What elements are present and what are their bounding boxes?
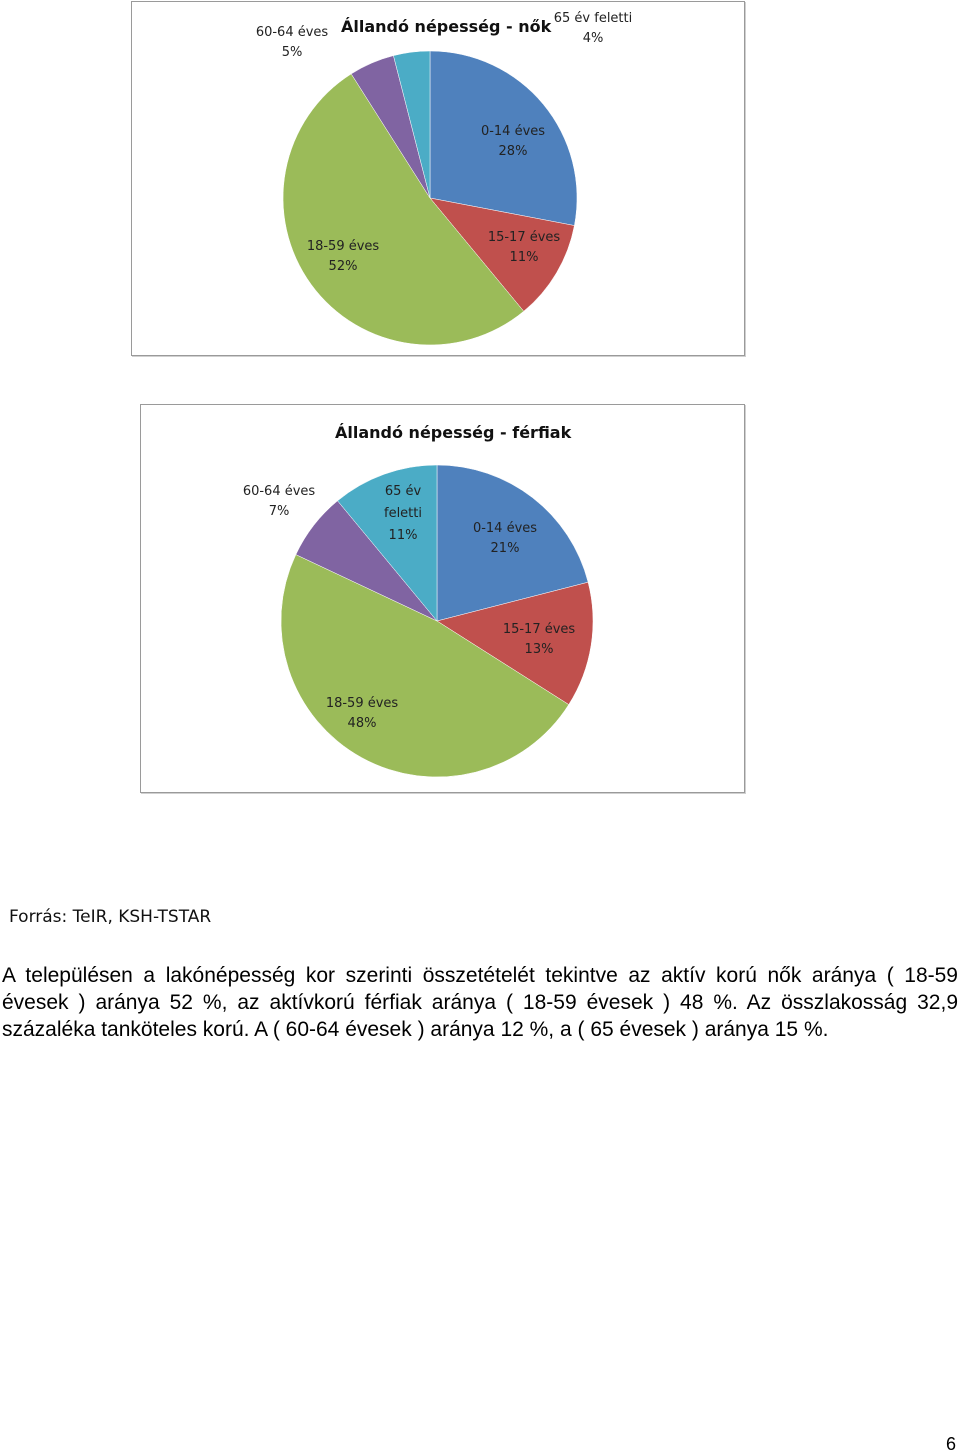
pie-chart-women-svg: [132, 2, 744, 355]
pie-chart-men: [140, 404, 745, 793]
label-women-0-14: 0-14 éves 28%: [480, 124, 546, 159]
pie-chart-men-svg: [141, 405, 744, 792]
chart-title-women: Állandó népesség - nők: [341, 17, 552, 36]
label-women-60-64: 60-64 éves 5%: [255, 25, 329, 60]
label-women-65plus: 65 év feletti 4%: [553, 11, 633, 46]
chart-title-men: Állandó népesség - férfiak: [335, 423, 572, 442]
body-paragraph: A településen a lakónépesség kor szerinti összetételét tekintve az aktív korú nők aránya ( 18-59 évesek ) aránya 52 %, az aktívkorú férfiak aránya ( 18-59 évesek ) 48 %. Az összlakosság 32,9 százaléka tanköteles korú. A ( 60-64 évesek ) aránya 12 %, a ( 65 évesek ) aránya 15 %.: [2, 964, 958, 1041]
label-men-18-59: 18-59 éves 48%: [325, 696, 399, 731]
page-number: 6: [945, 1434, 956, 1454]
label-women-15-17: 15-17 éves 11%: [487, 230, 561, 265]
label-men-0-14: 0-14 éves 21%: [472, 521, 538, 556]
label-men-60-64: 60-64 éves 7%: [242, 484, 316, 519]
label-men-15-17: 15-17 éves 13%: [502, 622, 576, 657]
label-men-65plus: 65 év feletti 11%: [384, 484, 422, 543]
label-women-18-59: 18-59 éves 52%: [306, 239, 380, 274]
source-note: Forrás: TeIR, KSH-TSTAR: [9, 907, 212, 927]
pie-chart-women: [131, 1, 745, 356]
